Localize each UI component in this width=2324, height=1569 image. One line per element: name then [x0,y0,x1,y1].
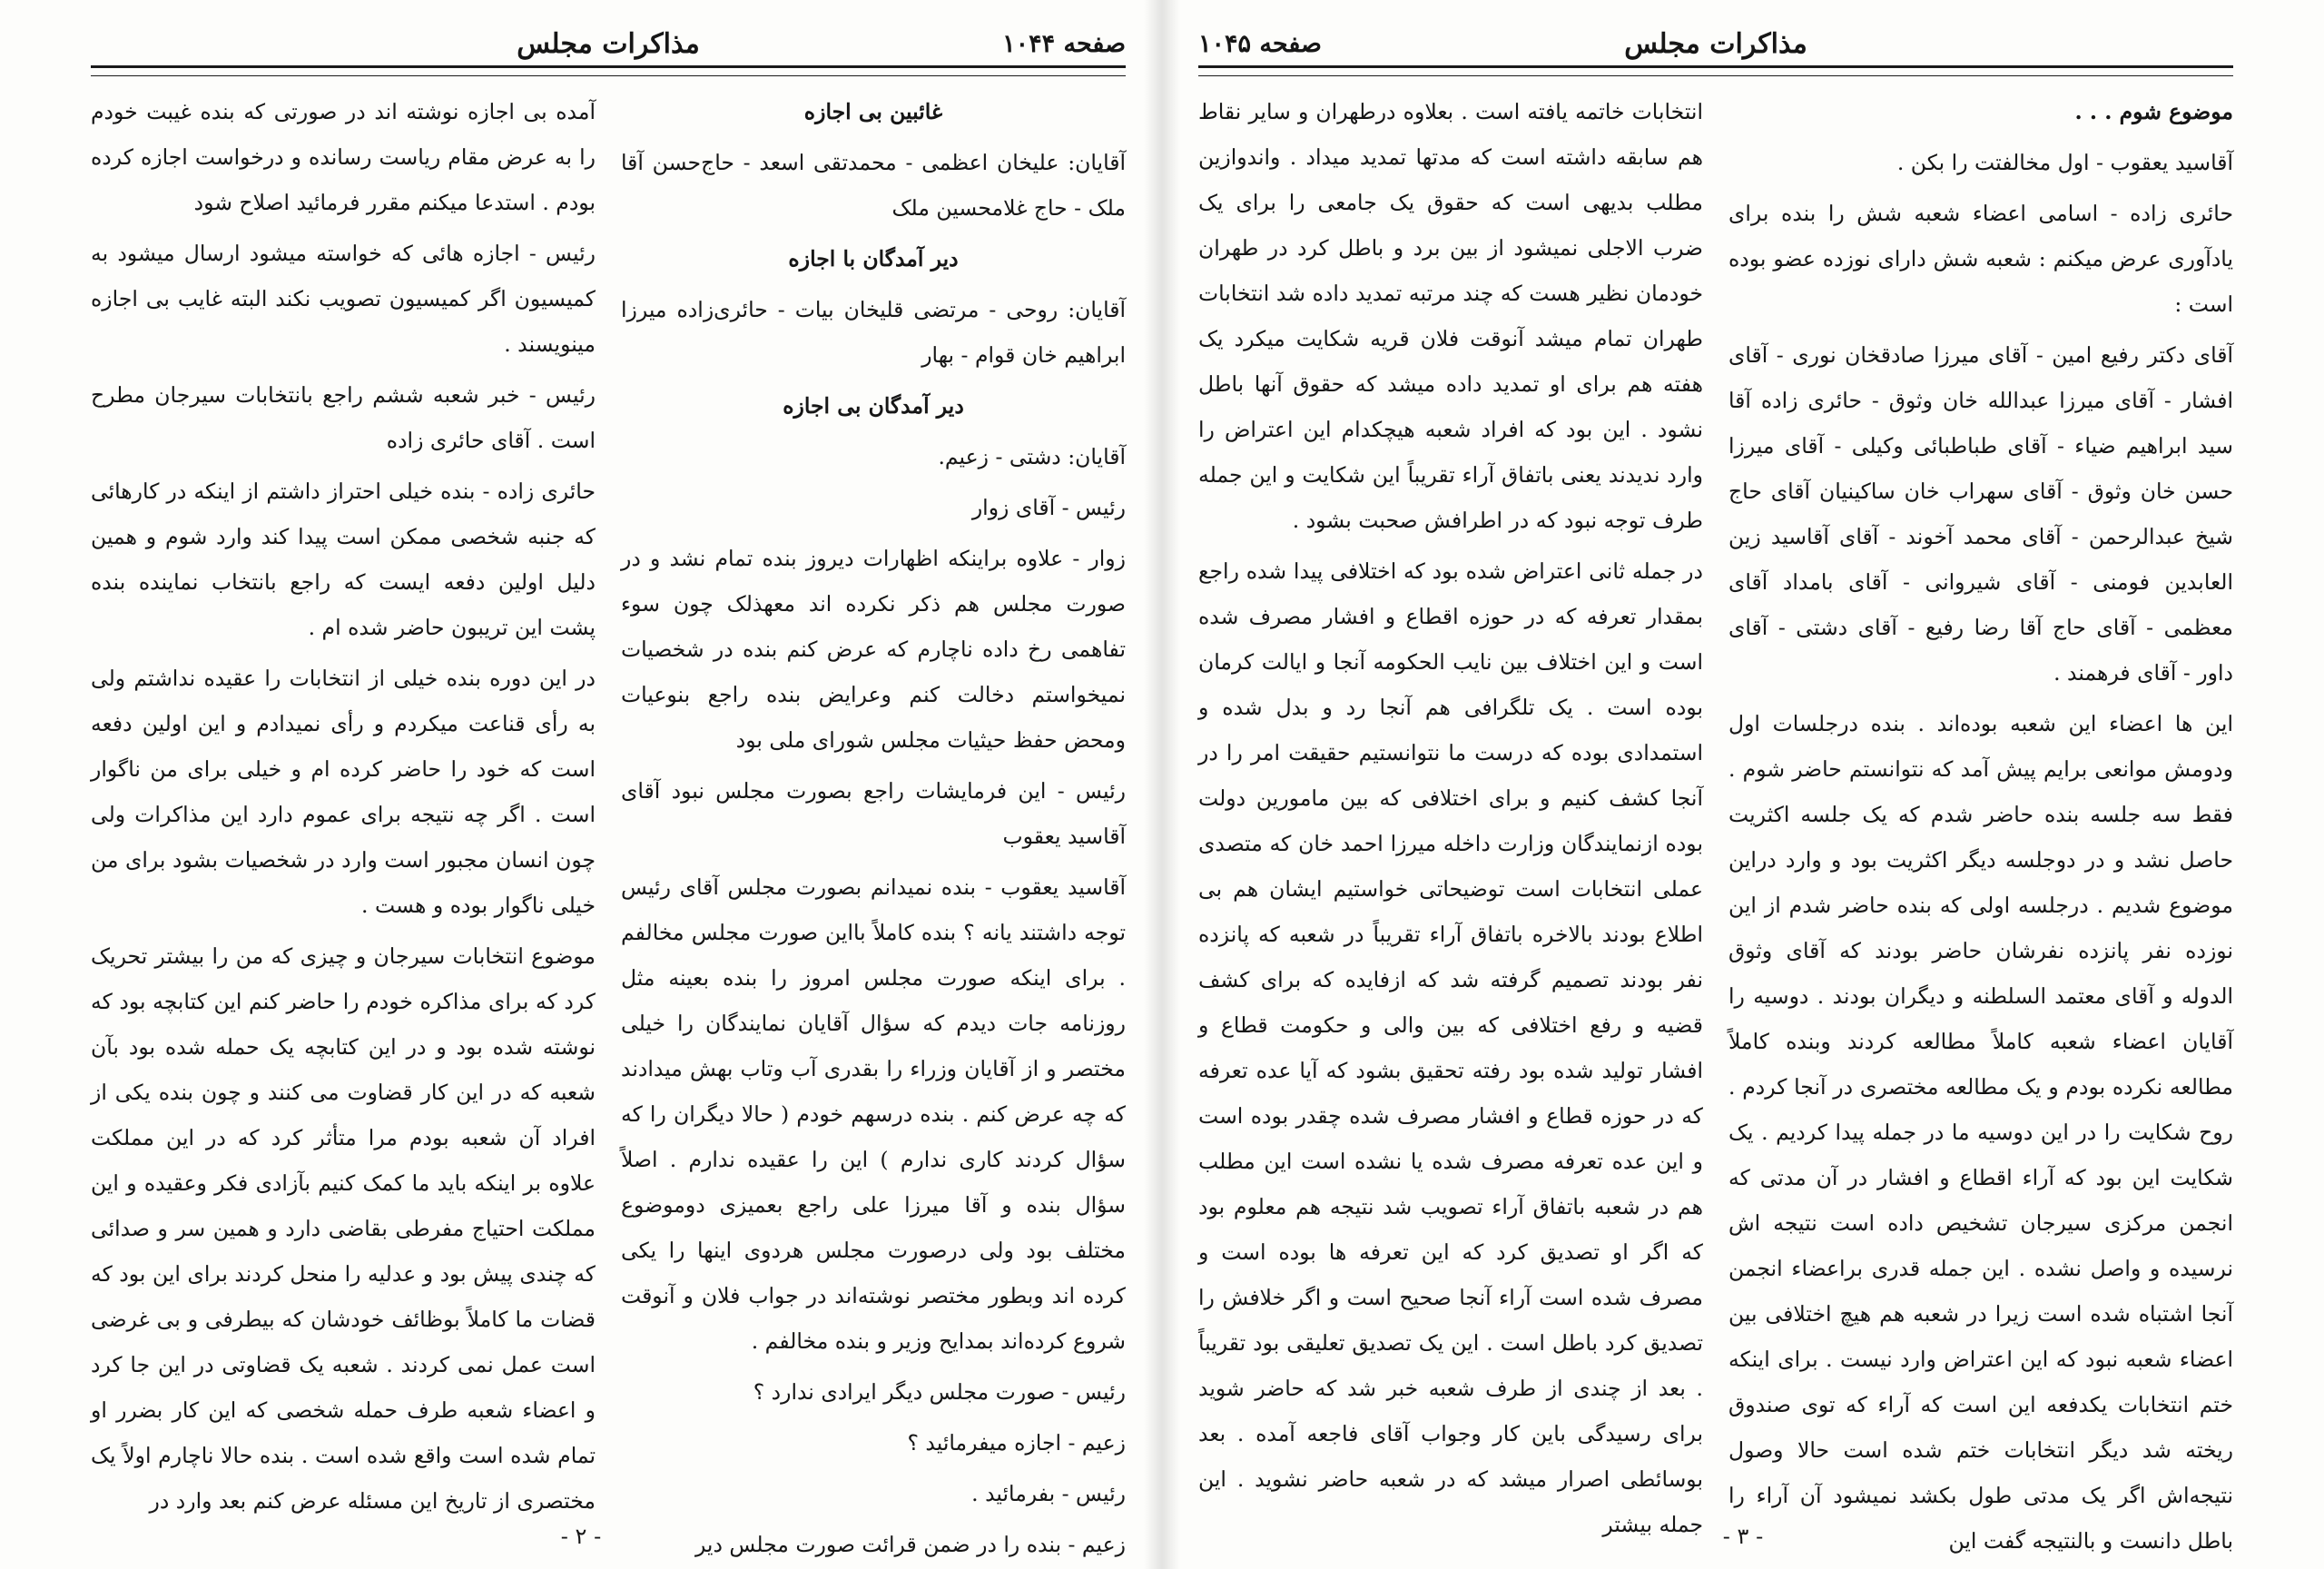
two-column-body [91,89,1126,1557]
page-number-label: صفحه ۱۰۴۵ [1198,29,1322,58]
two-column-body [1198,89,2233,1554]
column-left [91,89,596,1514]
paragraph: آقاسید یعقوب - اول مخالفتت را بکن . [1896,150,2233,175]
paragraph: رئیس - اجازه هائی که خواسته میشود ارسال میشود به کمیسیون اگر کمیسیون تصویب نکند البته غایب بی اجازه مینویسند . [91,241,596,357]
paragraph: حائری زاده - اسامی اعضاء شعبه شش را بنده برای یادآوری عرض میکنم : شعبه شش دارای نوزده عضو بوده است : [1728,201,2233,317]
paragraph: رئیس - صورت مجلس دیگر ایرادی ندارد ؟ [753,1379,1126,1405]
paragraph: رئیس - خبر شعبه ششم راجع بانتخابات سیرجان مطرح است . آقای حائری زاده [91,382,596,453]
page-header [1198,25,2233,62]
column-right [1728,89,2233,1554]
paragraph: آمده بی اجازه نوشته اند در صورتی که بنده غیبت خودم را به عرض مقام ریاست رسانده و درخواست اجازه کرده بودم . استدعا میکنم مقرر فرمائید اصلاح شود [91,99,596,215]
paragraph: زوار - علاوه براینکه اظهارات دیروز بنده تمام نشد و در صورت مجلس هم ذکر نکرده اند معهذلک چون سوء تفاهمی رخ داده ناچارم که عرض کنم بنده در شخصیات نمیخواستم دخالت کنم وعرایض بنده راجع بنوعیات ومحض حفظ حیثیات مجلس شورای ملی بود [621,546,1126,753]
paragraph: آقای دکتر رفیع امین - آقای میرزا صادقخان نوری - آقای افشار - آقای میرزا عبدالله خان وثوق - حائری زاده آقا سید ابراهیم ضیاء - آقای طباطبائی وکیلی - آقای میرزا حسن خان وثوق - آقای سهراب خان ساکینیان آقای حاج شیخ عبدالرحمن - آقای محمد آخوند - آقای آقاسید زین العابدین فومنی - آقای شیروانی - آقای بامداد آقای معظمی - آقای حاج آقا رضا رفیع - آقای دشتی - آقای داور - آقای فرهمند . [1728,342,2233,686]
header-rule [1198,65,2233,68]
paragraph: دیر آمدگان بی اجازه [783,393,964,419]
paragraph: آقایان: روحی - مرتضی قلیخان بیات - حائری‌زاده میرزا ابراهیم خان قوام - بهار [621,297,1126,368]
page-1045 [1162,0,2324,1569]
column-left [1198,89,1703,1537]
paragraph: موضوع شوم . . . [2074,99,2233,124]
page-footer-number: - ۲ - [560,1524,602,1549]
paragraph: دیر آمدگان با اجازه [788,246,959,271]
paragraph: در جمله ثانی اعتراض شده بود که اختلافی پیدا شده راجع بمقدار تعرفه که در حوزه اقطاع و افشار مصرف شده است و این اختلاف بین نایب الحکومه آنجا و ایالت کرمان بوده است . یک تلگرافی هم آنجا رد و بدل شده و استمدادی بوده که درست ما نتوانستیم حقیقت امر را در آنجا کشف کنیم و برای اختلافی که بین مامورین دولت بوده ازنمایندگان وزارت داخله میرزا احمد خان که متصدی عملی انتخابات است توضیحاتی خواستیم ایشان هم بی اطلاع بودند بالاخره باتفاق آراء تقریباً در شعبه که پانزده نفر بودند تصمیم گرفته شد که ازفایده که برای کشف قضیه و رفع اختلافی که بین والی و حکومت قطاع و افشار تولید شده بود رفته تحقیق بشود که آیا عده تعرفه که در حوزه قطاع و افشار مصرف شده چقدر بوده است و این عده تعرفه مصرف شده یا نشده است این مطلب هم در شعبه باتفاق آراء تصویب شد نتیجه هم معلوم بود که اگر او تصدیق کرد که این تعرفه ها بوده است و مصرف شده است آراء آنجا صحیح است و اگر خلافش را تصدیق کرد باطل است . این یک تصدیق تعلیقی بود تقریباً . بعد از چندی از طرف شعبه خبر شد که حاضر شوید برای رسیدگی باین کار وجواب آقای فاجعه آمده . بعد بوسائطی اصرار میشد که در شعبه حاضر نشوید . این جمله بیشتر [1198,558,1703,1537]
paragraph: انتخابات خاتمه یافته است . بعلاوه درطهران و سایر نقاط هم سابقه داشته است که مدتها تمدید میداد . واندوازین مطلب بدیهی است که حقوق یک جامعی را برای یک ضرب الاجلی نمیشود از بین برد و باطل کرد در طهران خودمان نظیر هست که چند مرتبه تمدید داده شد انتخابات طهران تمام میشد آنوقت فلان قریه شکایت میکرد یک هفته هم برای او تمدید داده میشد که حقوق آنها باطل نشود . این بود که افراد شعبه هیچکدام این اعتراض را وارد ندیدند یعنی باتفاق آراء تقریباً این شکایت و این جمله طرف توجه نبود که در اطرافش صحبت بشود . [1198,99,1703,533]
page-footer-number: - ۳ - [1722,1524,1764,1549]
paragraph: موضوع انتخابات سیرجان و چیزی که من را بیشتر تحریک کرد که برای مذاکره خودم را حاضر کنم این کتابچه بود که نوشته شده بود و در این کتابچه یک حمله شده بود بآن شعبه که در این کار قضاوت می کنند و چون بنده یکی از افراد آن شعبه بودم مرا متأثر کرد که در این مملکت علاوه بر اینکه باید ما کمک کنیم بآزادی فکر وعقیده و این مملکت احتیاج مفرطی بقاضی دارد و همین سر و صدائی که چندی پیش بود و عدلیه را منحل کردند برای این بود که قضات ما کاملاً بوظائف خودشان که بیطرفی و بی غرضی است عمل نمی کردند . شعبه یک قضاوتی در این جا کرد و اعضاء شعبه طرف حمله شخصی که این کار بضرر او تمام شده است واقع شده است . بنده حالا ناچارم اولاً یک مختصری از تاریخ این مسئله عرض کنم بعد وارد در [91,943,596,1514]
paragraph: آقاسید یعقوب - بنده نمیدانم بصورت مجلس آقای رئیس توجه داشتند یانه ؟ بنده کاملاً بااین صورت مجلس مخالفم . برای اینکه صورت مجلس امروز را بنده بعینه مثل روزنامه جات دیدم که سؤال آقایان نمایندگان را خیلی مختصر و از آقایان وزراء را بقدری آب وتاب بهش میدادند که چه عرض کنم . بنده درسهم خودم ( حالا دیگران را که سؤال کردند کاری ندارم ) این را عقیده ندارم . اصلاً سؤال بنده و آقا میرزا علی راجع بعمیزی دوموضوع مختلف بود ولی درصورت مجلس هردوی اینها را یکی کرده اند وبطور مختصر نوشته‌اند در جواب فلان و آنوقت شروع کرده‌اند بمدایح وزیر و بنده مخالفم . [621,874,1126,1354]
paragraph: این ها اعضاء این شعبه بوده‌اند . بنده درجلسات اول ودومش موانعی برایم پیش آمد که نتوانستم حاضر شوم . فقط سه جلسه بنده حاضر شدم که یک جلسه اکثریت حاصل نشد و در دوجلسه دیگر اکثریت بود و وارد دراین موضوع شدیم . درجلسه اولی که بنده حاضر شدم از این نوزده نفر پانزده نفرشان حاضر بودند که آقای وثوق الدوله و آقای معتمد السلطنه و دیگران بودند . دوسیه را آقایان اعضاء شعبه کاملاً مطالعه کردند وبنده کاملاً مطالعه نکرده بودم و یک مطالعه مختصری در آنجا کردم . روح شکایت را در این دوسیه ما در جمله پیدا کردیم . یک شکایت این بود که آراء اقطاع و افشار در آن مدتی که انجمن مرکزی سیرجان تشخیص داده است نتیجه اش نرسیده و واصل نشده . این جمله قدری براعضاء انجمن آنجا اشتباه شده است زیرا در شعبه هم هیچ اختلافی بین اعضاء شعبه نبود که این اعتراض وارد نیست . برای اینکه ختم انتخابات یکدفعه این است که آراء که توی صندوق ریخته شد دیگر انتخابات ختم شده است حالا وصول نتیجه‌اش اگر یک مدتی طول بکشد نمیشود آن آراء را باطل دانست و بالنتیجه گفت این [1728,711,2233,1554]
running-title: مذاکرات مجلس [517,27,700,60]
paragraph: رئیس - آقای زوار [971,495,1126,520]
header-rule [91,65,1126,68]
header-rule-thin [91,75,1126,76]
paragraph: حائری زاده - بنده خیلی احتراز داشتم از اینکه در کارهائی که جنبه شخصی ممکن است پیدا کند وارد شوم و همین دلیل اولین دفعه ایست که راجع بانتخاب نماینده بنده پشت این تریبون حاضر شده ام . [91,479,596,640]
paragraph: آقایان: علیخان اعظمی - محمدتقی اسعد - حاج‌حسن آقا ملک - حاج غلامحسین ملک [621,150,1126,221]
paragraph: در این دوره بنده خیلی از انتخابات را عقیده نداشتم ولی به رأی قناعت میکردم و رأی نمیدادم و این اولین دفعه است که خود را حاضر کرده ام و خیلی برای من ناگوار است . اگر چه نتیجه برای عموم دارد این مذاکرات ولی چون انسان مجبور است وارد در شخصیات بشود برای من خیلی ناگوار بوده و هست . [91,666,596,918]
paragraph: آقایان: دشتی - زعیم. [938,444,1126,469]
running-title: مذاکرات مجلس [1624,27,1807,60]
paragraph: غائبین بی اجازه [803,99,943,124]
paragraph: زعیم - بنده را در ضمن قرائت صورت مجلس دیر [694,1532,1126,1557]
paragraph: رئیس - بفرمائید . [971,1481,1126,1506]
column-right [621,89,1126,1557]
paragraph: زعیم - اجازه میفرمائید ؟ [907,1430,1126,1456]
page-number-label: صفحه ۱۰۴۴ [1002,29,1126,58]
page-header [91,25,1126,62]
header-rule-thin [1198,75,2233,76]
paragraph: رئیس - این فرمایشات راجع بصورت مجلس نبود آقای آقاسید یعقوب [621,778,1126,849]
